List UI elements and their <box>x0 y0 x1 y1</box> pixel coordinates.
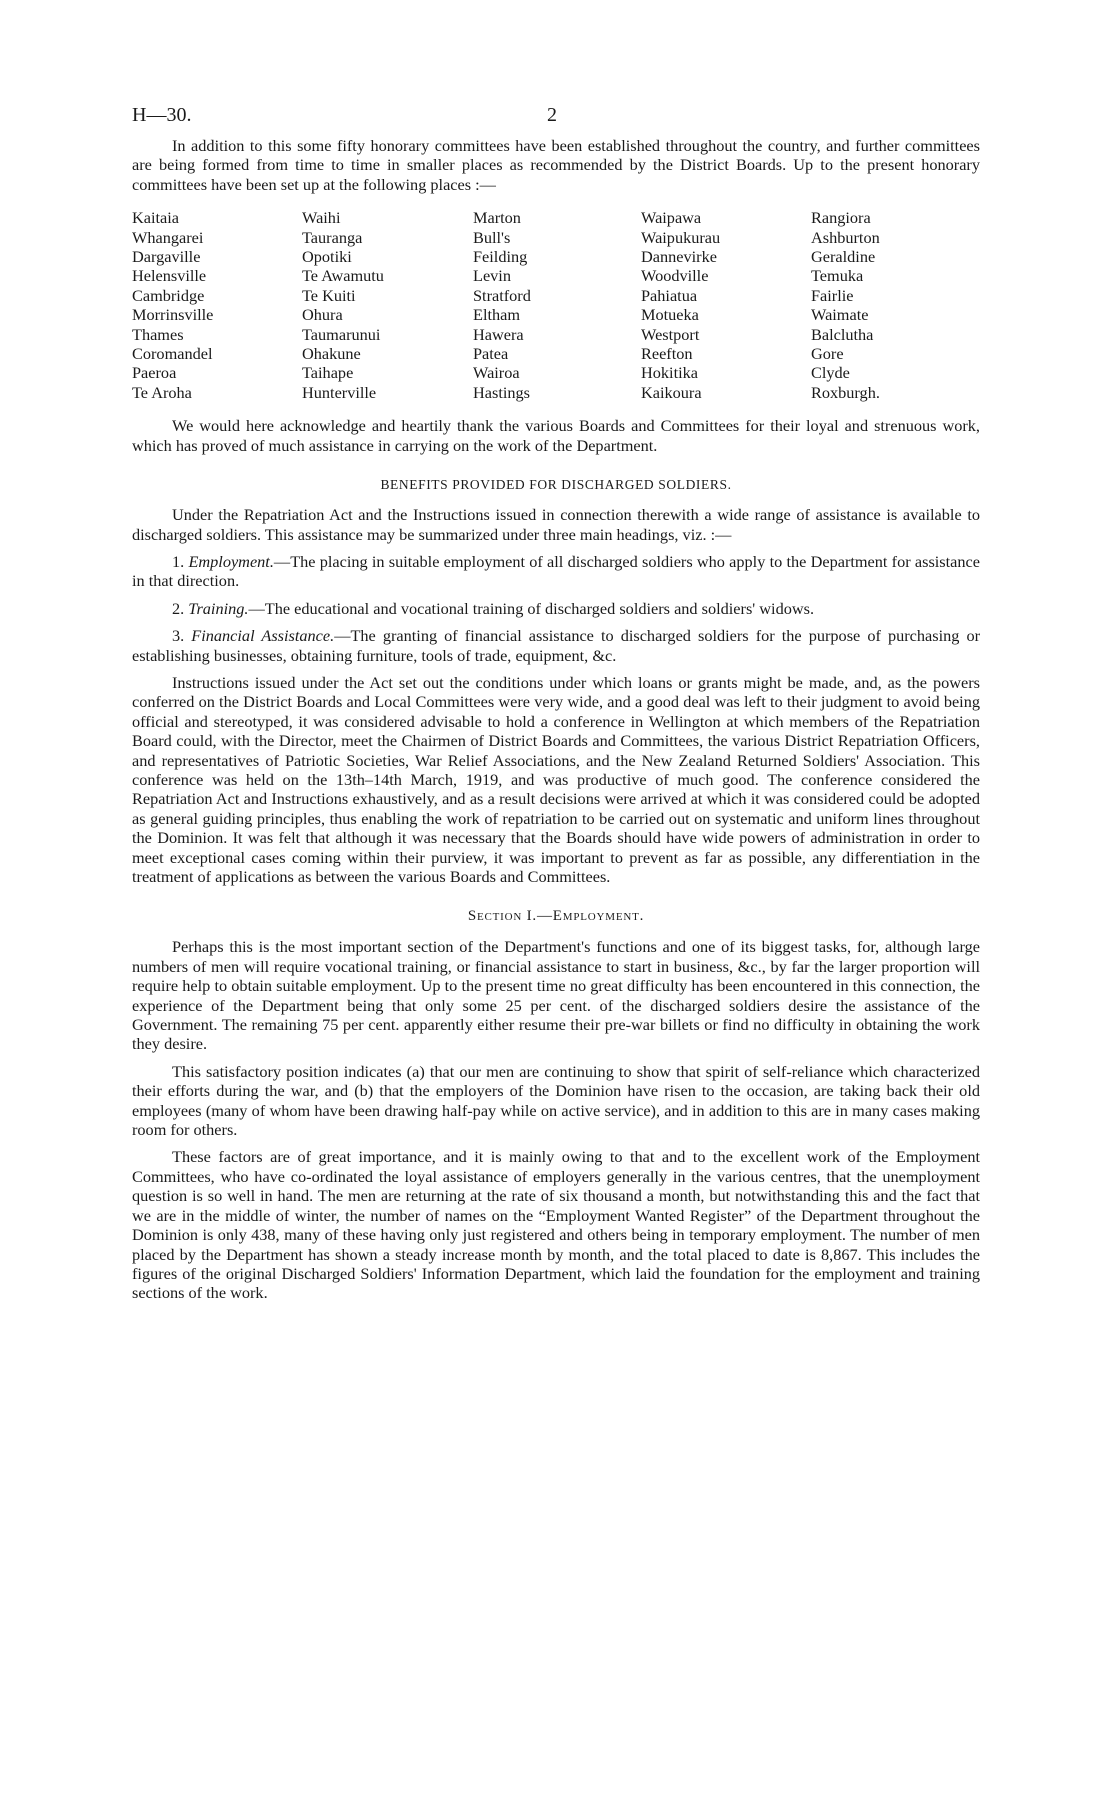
places-column <box>473 208 641 402</box>
benefit-number: 3. <box>172 626 185 646</box>
places-column <box>641 208 811 402</box>
acknowledgment-paragraph: We would here acknowledge and heartily thank the various Boards and Committees for their loyal and strenuous work, which has proved of much assistance in carrying on the work of the Department. <box>132 416 980 455</box>
place-name: Cambridge <box>132 285 205 305</box>
place-name: Temuka <box>811 266 864 286</box>
place-name: Ohura <box>302 305 343 325</box>
place-name: Kaikoura <box>641 382 702 402</box>
places-column <box>811 208 931 402</box>
place-name: Levin <box>473 266 511 286</box>
place-name: Whangarei <box>132 227 204 247</box>
place-name: Hokitika <box>641 363 698 383</box>
place-name: Hastings <box>473 382 530 402</box>
place-name: Waipawa <box>641 208 702 228</box>
place-name: Taumarunui <box>302 324 381 344</box>
page-number: 2 <box>547 104 557 126</box>
place-name: Te Aroha <box>132 382 192 402</box>
place-name: Te Awamutu <box>302 266 384 286</box>
benefit-title: Training. <box>188 598 249 618</box>
document-code: H—30. <box>132 104 192 126</box>
places-list <box>132 208 980 402</box>
benefit-text: —The placing in suitable employment of all discharged soldiers who apply to the Department for assistance in that direction. <box>132 551 980 591</box>
place-name: Balclutha <box>811 324 874 344</box>
place-name: Waimate <box>811 305 869 325</box>
place-name: Geraldine <box>811 247 876 267</box>
benefits-heading: BENEFITS PROVIDED FOR DISCHARGED SOLDIERS. <box>380 477 732 493</box>
place-name: Pahiatua <box>641 285 698 305</box>
place-name: Waihi <box>302 208 341 228</box>
place-name: Thames <box>132 324 184 344</box>
place-name: Westport <box>641 324 700 344</box>
benefits-intro: Under the Repatriation Act and the Instructions issued in connection therewith a wide range of assistance is available to discharged soldiers. This assistance may be summarized under three main headings, viz. :— <box>132 505 980 544</box>
benefit-item-training <box>132 599 980 618</box>
place-name: Te Kuiti <box>302 285 356 305</box>
employment-paragraph-3: These factors are of great importance, and it is mainly owing to that and to the excellent work of the Employment Committees, who have co-ordinated the loyal assistance of employers generally in the various centres, that the unemployment question is so well in hand. The men are returning at the rate of six thousand a month, but notwithstanding this and the fact that we are in the middle of winter, the number of names on the “Employment Wanted Register” of the Department throughout the Dominion is only 438, many of these having only just registered and others being in temporary employment. The number of men placed by the Department has shown a steady increase month by month, and the total placed to date is 8,867. This includes the figures of the original Discharged Soldiers' Information Department, which laid the foundation for the employment and training sections of the work. <box>132 1147 980 1303</box>
benefit-text: —The granting of financial assistance to discharged soldiers for the purpose of purchasing or establishing businesses, obtaining furniture, tools of trade, equipment, &c. <box>132 626 981 665</box>
place-name: Woodville <box>641 266 709 286</box>
place-name: Fairlie <box>811 285 854 305</box>
benefit-text: —The educational and vocational training of discharged soldiers and soldiers' widows. <box>248 598 815 618</box>
place-name: Ohakune <box>302 344 361 364</box>
place-name: Dargaville <box>132 247 201 267</box>
benefit-item-employment <box>132 552 980 591</box>
benefit-title: Financial Assistance. <box>191 626 335 646</box>
place-name: Ashburton <box>811 227 880 247</box>
place-name: Hawera <box>473 324 524 344</box>
benefit-title: Employment. <box>188 551 274 571</box>
place-name: Clyde <box>811 363 850 383</box>
place-name: Helensville <box>132 266 207 286</box>
place-name: Kaitaia <box>132 208 180 228</box>
document-page <box>132 104 980 1303</box>
place-name: Rangiora <box>811 208 871 228</box>
place-name: Dannevirke <box>641 247 717 267</box>
place-name: Hunterville <box>302 382 377 402</box>
place-name: Paeroa <box>132 363 177 383</box>
conference-paragraph: Instructions issued under the Act set out the conditions under which loans or grants might be made, and, as the powers conferred on the District Boards and Local Committees were very wide, and a good deal was left to their judgment to avoid being official and stereotyped, it was considered advisable to hold a conference in Wellington at which members of the Repatriation Board could, with the Director, meet the Chairmen of District Boards and Committees, the various District Repatriation Officers, and representatives of Patriotic Societies, War Relief Associations, and the New Zealand Returned Soldiers' Association. This conference was held on the 13th–14th March, 1919, and was productive of much good. The conference considered the Repatriation Act and Instructions exhaustively, and as a result decisions were arrived at which it was considered could be adopted as general guiding principles, thus enabling the work of repatriation to be carried out on systematic and uniform lines throughout the Dominion. It was felt that although it was necessary that the Boards should have wide powers of administration in order to meet exceptional cases coming within their purview, it was important to prevent as far as possible, any differentiation in the treatment of applications as between the various Boards and Committees. <box>132 672 980 886</box>
place-name: Marton <box>473 208 521 228</box>
place-name: Waipukurau <box>641 227 721 247</box>
employment-paragraph-2: This satisfactory position indicates (a) that our men are continuing to show that spirit of self-reliance which characterized their efforts during the war, and (b) that the employers of the Dominion have risen to the occasion, are taking back their old employees (many of whom have been drawing half-pay while on active service), and in addition to this are in many cases making room for others. <box>132 1061 980 1140</box>
place-name: Reefton <box>641 344 693 364</box>
place-name: Gore <box>811 344 844 364</box>
employment-paragraph-1: Perhaps this is the most important section of the Department's functions and one of its biggest tasks, for, although large numbers of men will require vocational training, or financial assistance to start in business, &c., by far the larger proportion will require help to obtain suitable employment. Up to the present time no great difficulty has been encountered in this connection, the experience of the Department being that only some 25 per cent. of the discharged soldiers desire the assistance of the Government. The remaining 75 per cent. apparently either resume their pre-war billets or find no difficulty in obtaining the work they desire. <box>132 937 980 1054</box>
place-name: Taihape <box>302 363 354 383</box>
benefit-item-financial <box>132 626 980 665</box>
place-name: Stratford <box>473 285 531 305</box>
place-name: Patea <box>473 344 509 364</box>
place-name: Morrinsville <box>132 305 214 325</box>
section-one-heading: Section I.—Employment. <box>467 908 645 925</box>
place-name: Motueka <box>641 305 699 325</box>
intro-paragraph: In addition to this some fifty honorary committees have been established throughout the country, and further committees are being formed from time to time in smaller places as recommended by the District Boards. Up to the present honorary committees have been set up at the following places :— <box>132 136 980 194</box>
place-name: Feilding <box>473 247 528 267</box>
place-name: Bull's <box>473 227 511 247</box>
place-name: Tauranga <box>302 227 363 247</box>
place-name: Coromandel <box>132 344 213 364</box>
benefit-number: 2. <box>172 598 185 618</box>
place-name: Opotiki <box>302 247 352 267</box>
page-header <box>132 104 980 136</box>
benefit-number: 1. <box>172 551 185 571</box>
place-name: Roxburgh. <box>811 382 880 402</box>
place-name: Wairoa <box>473 363 520 383</box>
places-column <box>302 208 473 402</box>
place-name: Eltham <box>473 305 521 325</box>
places-column <box>132 208 302 402</box>
